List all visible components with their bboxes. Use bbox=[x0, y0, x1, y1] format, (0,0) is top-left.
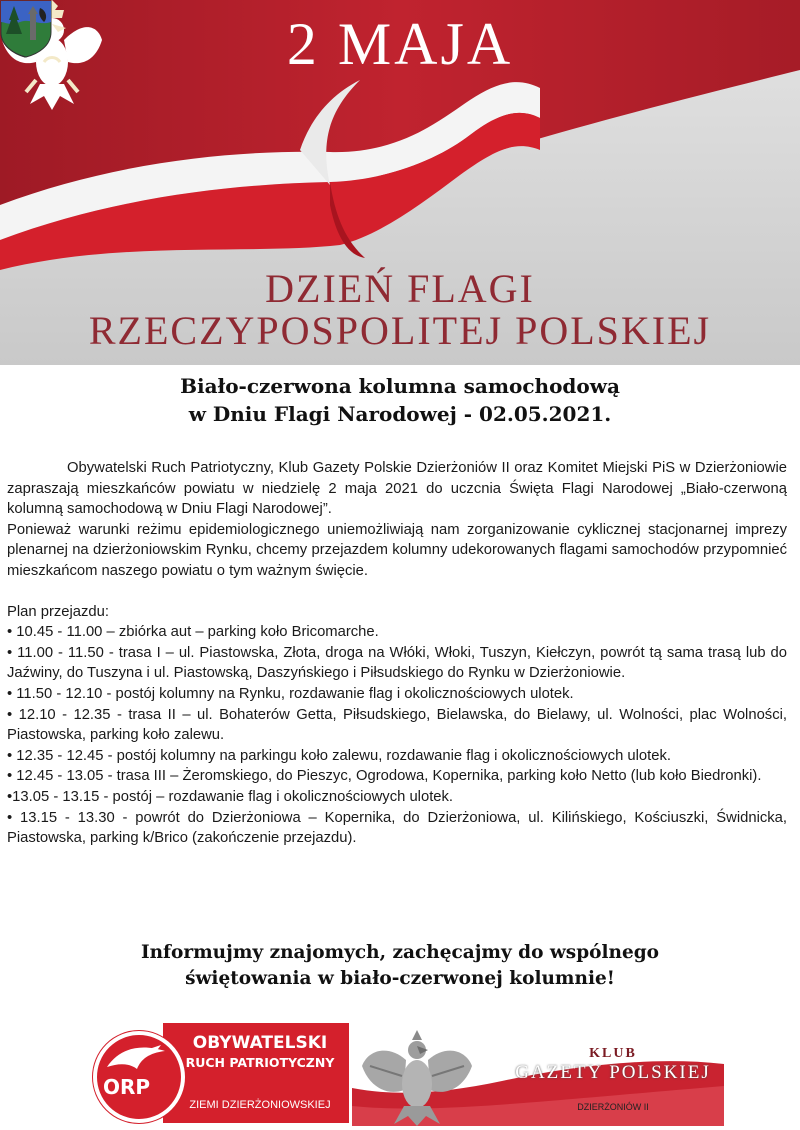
date-title: 2 MAJA bbox=[286, 11, 514, 77]
plan-item: • 12.35 - 12.45 - postój kolumny na parkingu koło zalewu, rozdawanie flag i okolicznościowych ulotek. bbox=[7, 747, 672, 764]
flag-day-title-line1: DZIEŃ FLAGI bbox=[265, 266, 535, 311]
klub-title-line1: KLUB bbox=[589, 1046, 637, 1061]
flag-day-title bbox=[0, 268, 800, 352]
plan-item: • 12.10 - 12.35 - trasa II – ul. Bohaterów Getta, Piłsudskiego, Bielawska, do Bielawy, ul. Wolności, plac Wolności, Piastowska, parking koło zalewu. bbox=[7, 706, 787, 744]
plan-item: • 11.00 - 11.50 - trasa I – ul. Piastowska, Złota, droga na Włóki, Włoki, Tuszyn, Kiełczyn, powrót tą sama trasą lub do Jaźwiny, do Tuszyna i ul. Piastowską, Daszyńskiego i Piłsudskiego do Rynku w Dzierżoniowie. bbox=[7, 644, 787, 682]
plan-item: • 12.45 - 13.05 - trasa III – Żeromskiego, do Pieszyc, Ogrodowa, Kopernika, parking koło Netto (lub koło Biedronki). bbox=[7, 768, 762, 785]
klub-city: DZIERŻONIÓW II bbox=[577, 1102, 649, 1112]
event-title-line2: w Dniu Flagi Narodowej - 02.05.2021. bbox=[188, 402, 612, 426]
closing-appeal bbox=[60, 940, 740, 992]
event-title bbox=[60, 372, 740, 428]
klub-title-line2: GAZETY POLSKIEJ bbox=[515, 1062, 711, 1083]
orp-name-line2: RUCH PATRIOTYCZNY bbox=[185, 1055, 335, 1070]
intro-paragraph: Obywatelski Ruch Patriotyczny, Klub Gazety Polskie Dzierżoniów II oraz Komitet Miejski PiS w Dzierżoniowie zapraszają mieszkańców powiatu w niedzielę 2 maja 2021 do uczcnia Święta Flagi Narodowej „Biało-czerwoną kolumną samochodową w Dniu Flagi Narodowej”. bbox=[7, 460, 787, 518]
plan-item: • 13.15 - 13.30 - powrót do Dzierżoniowa – Kopernika, do Dzierżoniowa, ul. Kilińskiego, Kościuszki, Świdnicka, Piastowska, parking k/Brico (zakończenie przejazdu). bbox=[7, 809, 787, 847]
orp-name bbox=[175, 1033, 345, 1073]
closing-line2: świętowania w biało-czerwonej kolumnie! bbox=[185, 968, 615, 989]
orp-name-line1: OBYWATELSKI bbox=[192, 1033, 328, 1053]
coat-of-arms-forest-icon bbox=[0, 0, 52, 58]
reason-paragraph: Ponieważ warunki reżimu epidemiologicznego uniemożliwiają nam zorganizowanie cyklicznej stacjonarnej imprezy plenarnej na dzierżoniowskim Rynku, chcemy przejazdem kolumny udekorowanych flagami samochodów przypomnieć mieszkańcom naszego powiatu o tym ważnym święcie. bbox=[7, 521, 787, 579]
orp-region: ZIEMI DZIERŻONIOWSKIEJ bbox=[189, 1099, 331, 1111]
closing-line1: Informujmy znajomych, zachęcajmy do wspólnego bbox=[140, 942, 660, 963]
header-banner bbox=[0, 0, 800, 365]
orp-bird-icon bbox=[105, 1043, 169, 1077]
flag-day-title-line2: RZECZYPOSPOLITEJ POLSKIEJ bbox=[88, 308, 712, 353]
announcement-body bbox=[7, 458, 787, 849]
klub-gazety-polskiej-logo bbox=[352, 1026, 724, 1126]
plan-item: •13.05 - 13.15 - postój – rozdawanie flag i okolicznościowych ulotek. bbox=[7, 788, 454, 805]
event-title-line1: Biało-czerwona kolumna samochodową bbox=[180, 374, 620, 398]
silver-eagle-icon bbox=[358, 1026, 476, 1126]
orp-initials: ORP bbox=[103, 1075, 151, 1099]
spacer bbox=[7, 582, 787, 602]
plan-item: • 10.45 - 11.00 – zbiórka aut – parking koło Bricomarche. bbox=[7, 624, 379, 641]
orp-logo bbox=[93, 1023, 348, 1123]
plan-heading: Plan przejazdu: bbox=[7, 603, 109, 620]
plan-item: • 11.50 - 12.10 - postój kolumny na Rynku, rozdawanie flag i okolicznościowych ulotek. bbox=[7, 685, 574, 702]
klub-title bbox=[502, 1046, 724, 1084]
